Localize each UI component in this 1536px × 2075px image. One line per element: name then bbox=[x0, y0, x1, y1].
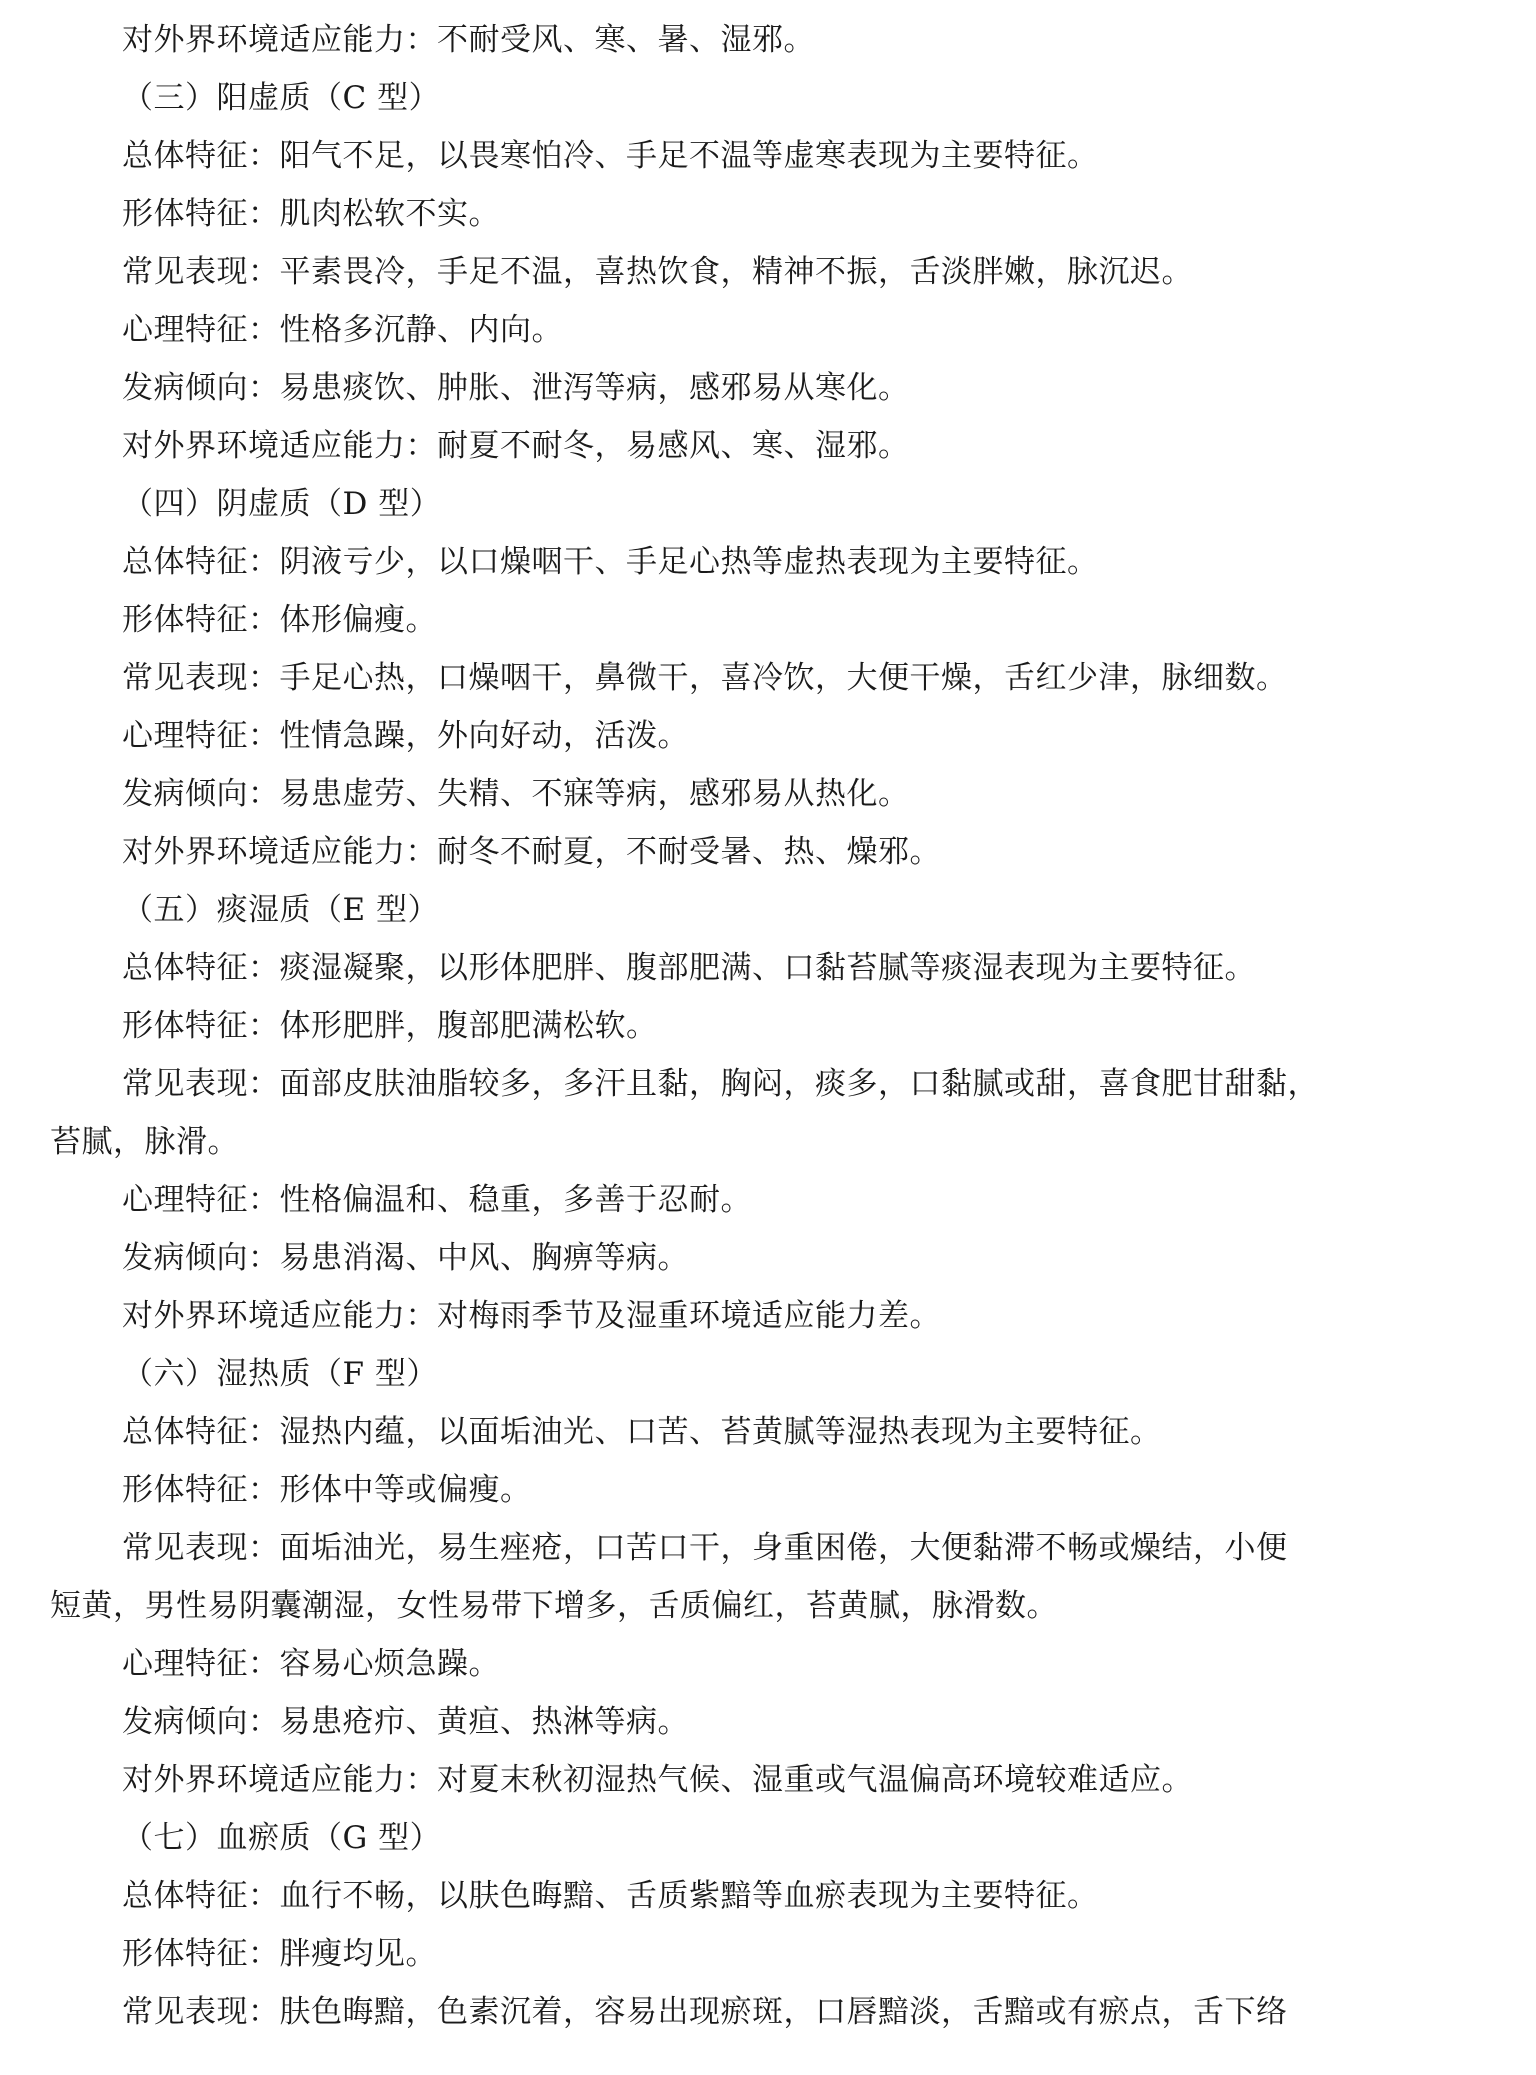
text-line: 常见表现：面部皮肤油脂较多，多汗且黏，胸闷，痰多，口黏腻或甜，喜食肥甘甜黏， bbox=[122, 1066, 1319, 1102]
text-line: 对外界环境适应能力：对梅雨季节及湿重环境适应能力差。 bbox=[122, 1298, 941, 1334]
text-line: 发病倾向：易患虚劳、失精、不寐等病，感邪易从热化。 bbox=[122, 776, 910, 812]
text-line: 常见表现：手足心热，口燥咽干，鼻微干，喜冷饮，大便干燥，舌红少津，脉细数。 bbox=[122, 660, 1288, 696]
text-line: 总体特征：痰湿凝聚，以形体肥胖、腹部肥满、口黏苔腻等痰湿表现为主要特征。 bbox=[122, 950, 1256, 986]
section-heading: （三）阳虚质（C 型） bbox=[122, 80, 441, 116]
text-line: 常见表现：面垢油光，易生痤疮，口苦口干，身重困倦，大便黏滞不畅或燥结，小便 bbox=[122, 1530, 1288, 1566]
text-line: 心理特征：容易心烦急躁。 bbox=[122, 1646, 500, 1682]
text-line: 形体特征：体形偏瘦。 bbox=[122, 602, 437, 638]
text-line: 对外界环境适应能力：耐冬不耐夏，不耐受暑、热、燥邪。 bbox=[122, 834, 941, 870]
text-line: 总体特征：湿热内蕴，以面垢油光、口苦、苔黄腻等湿热表现为主要特征。 bbox=[122, 1414, 1162, 1450]
text-line: 形体特征：形体中等或偏瘦。 bbox=[122, 1472, 532, 1508]
text-line: 总体特征：阳气不足，以畏寒怕冷、手足不温等虚寒表现为主要特征。 bbox=[122, 138, 1099, 174]
section-heading: （四）阴虚质（D 型） bbox=[122, 486, 442, 522]
text-line: 心理特征：性格多沉静、内向。 bbox=[122, 312, 563, 348]
text-line: 心理特征：性格偏温和、稳重，多善于忍耐。 bbox=[122, 1182, 752, 1218]
section-heading: （六）湿热质（F 型） bbox=[122, 1356, 438, 1392]
text-line: 形体特征：体形肥胖，腹部肥满松软。 bbox=[122, 1008, 658, 1044]
text-line: 总体特征：血行不畅，以肤色晦黯、舌质紫黯等血瘀表现为主要特征。 bbox=[122, 1878, 1099, 1914]
section-heading: （七）血瘀质（G 型） bbox=[122, 1820, 442, 1856]
text-line: 形体特征：肌肉松软不实。 bbox=[122, 196, 500, 232]
text-line: 形体特征：胖瘦均见。 bbox=[122, 1936, 437, 1972]
text-line: 常见表现：肤色晦黯，色素沉着，容易出现瘀斑，口唇黯淡，舌黯或有瘀点，舌下络 bbox=[122, 1994, 1288, 2030]
text-line: 常见表现：平素畏冷，手足不温，喜热饮食，精神不振，舌淡胖嫩，脉沉迟。 bbox=[122, 254, 1193, 290]
text-line-continuation: 短黄，男性易阴囊潮湿，女性易带下增多，舌质偏红，苔黄腻，脉滑数。 bbox=[50, 1588, 1058, 1624]
text-line: 总体特征：阴液亏少，以口燥咽干、手足心热等虚热表现为主要特征。 bbox=[122, 544, 1099, 580]
text-line: 发病倾向：易患疮疖、黄疸、热淋等病。 bbox=[122, 1704, 689, 1740]
section-heading: （五）痰湿质（E 型） bbox=[122, 892, 439, 928]
text-line: 发病倾向：易患消渴、中风、胸痹等病。 bbox=[122, 1240, 689, 1276]
text-line: 对外界环境适应能力：耐夏不耐冬，易感风、寒、湿邪。 bbox=[122, 428, 910, 464]
text-line: 心理特征：性情急躁，外向好动，活泼。 bbox=[122, 718, 689, 754]
text-line-continuation: 苔腻，脉滑。 bbox=[50, 1124, 239, 1160]
text-line: 对外界环境适应能力：不耐受风、寒、暑、湿邪。 bbox=[122, 22, 815, 58]
text-line: 发病倾向：易患痰饮、肿胀、泄泻等病，感邪易从寒化。 bbox=[122, 370, 910, 406]
text-line: 对外界环境适应能力：对夏末秋初湿热气候、湿重或气温偏高环境较难适应。 bbox=[122, 1762, 1193, 1798]
